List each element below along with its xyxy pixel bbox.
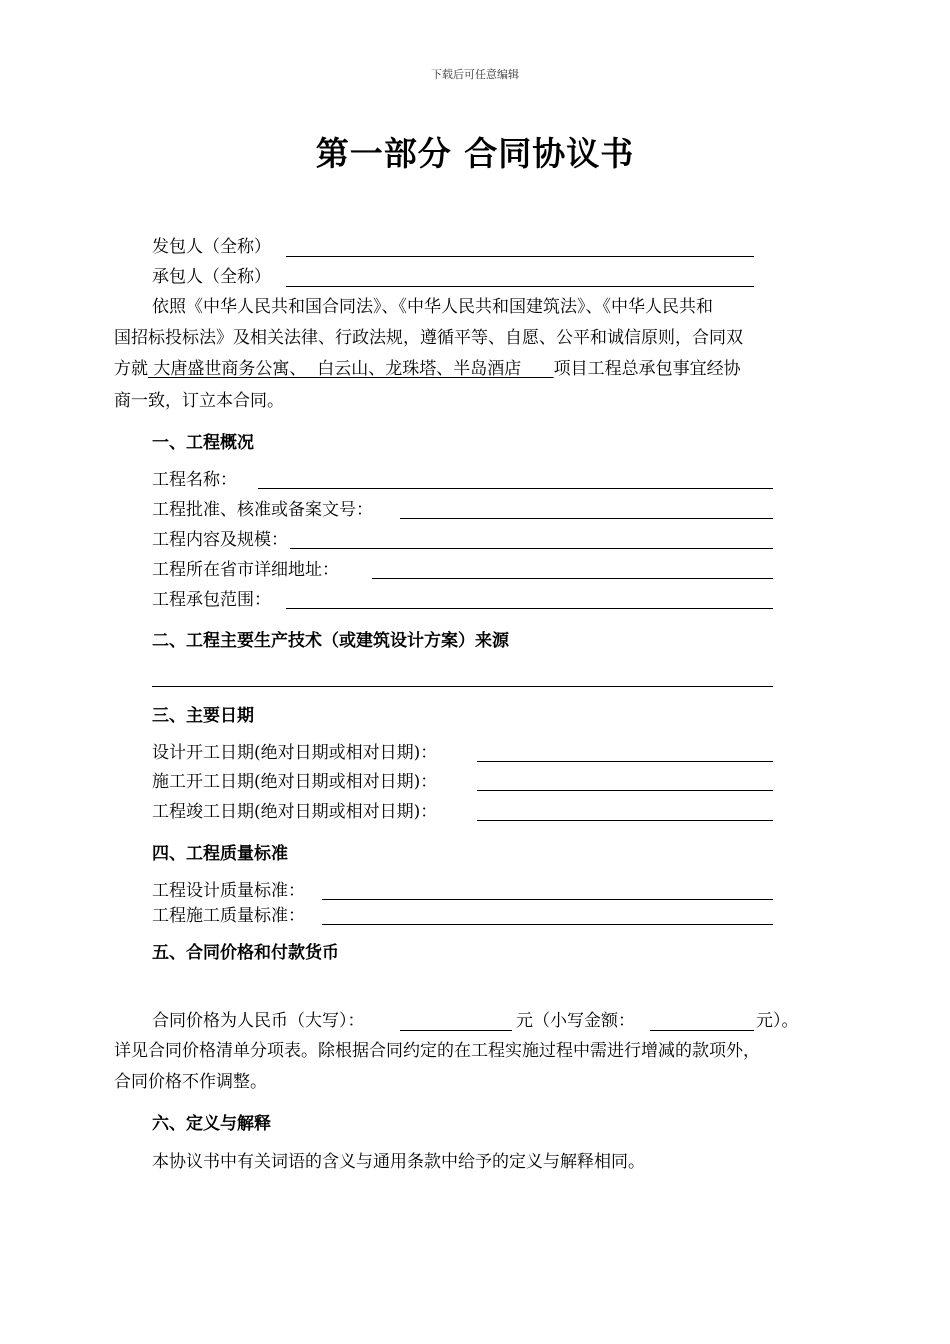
field-address[interactable] xyxy=(372,578,773,579)
field-approval-no[interactable] xyxy=(400,518,773,519)
section-6-heading: 六、定义与解释 xyxy=(152,1114,271,1134)
price-lowercase-field[interactable] xyxy=(650,1030,754,1031)
field-design-quality-label: 工程设计质量标准： xyxy=(152,881,305,901)
field-scope-label: 工程承包范围： xyxy=(152,590,271,610)
header-note: 下载后可任意编辑 xyxy=(431,68,519,81)
field-completion[interactable] xyxy=(477,820,773,821)
field-design-start-label: 设计开工日期(绝对日期或相对日期)： xyxy=(152,743,438,763)
section-1-heading: 一、工程概况 xyxy=(152,433,254,453)
intro-line-3-suffix: 项目工程总承包事宜经协 xyxy=(553,359,741,379)
section-4-heading: 四、工程质量标准 xyxy=(152,844,288,864)
price-yuan-close: 元）。 xyxy=(756,1011,799,1031)
field-technology-source[interactable] xyxy=(152,686,773,687)
field-address-label: 工程所在省市详细地址： xyxy=(152,560,339,580)
price-uppercase-field[interactable] xyxy=(400,1030,512,1031)
project-name: 大唐盛世商务公寓、 白云山、龙珠塔、半岛酒店 xyxy=(148,359,554,379)
field-design-start[interactable] xyxy=(477,761,773,762)
field-construction-quality-label: 工程施工质量标准： xyxy=(152,906,305,926)
employer-field[interactable] xyxy=(286,256,754,257)
field-project-name[interactable] xyxy=(258,488,773,489)
field-construction-quality[interactable] xyxy=(322,924,773,925)
intro-line-4: 商一致，订立本合同。 xyxy=(114,391,284,411)
section-3-heading: 三、主要日期 xyxy=(152,706,254,726)
intro-line-1: 依照《中华人民共和国合同法》、《中华人民共和国建筑法》、《中华人民共和 xyxy=(152,297,713,317)
contractor-field[interactable] xyxy=(286,286,754,287)
page-title: 第一部分 合同协议书 xyxy=(315,134,635,173)
field-content-scale-label: 工程内容及规模： xyxy=(152,530,288,550)
price-label: 合同价格为人民币（大写）： xyxy=(152,1011,365,1031)
intro-line-3 xyxy=(114,358,741,380)
definitions-text: 本协议书中有关词语的含义与通用条款中给予的定义与解释相同。 xyxy=(152,1152,645,1172)
intro-line-2: 国招标投标法》及相关法律、行政法规，遵循平等、自愿、公平和诚信原则，合同双 xyxy=(114,328,743,348)
field-approval-no-label: 工程批准、核准或备案文号： xyxy=(152,500,373,520)
employer-label: 发包人（全称） xyxy=(152,237,271,257)
price-line-2: 详见合同价格清单分项表。除根据合同约定的在工程实施过程中需进行增减的款项外， xyxy=(114,1041,760,1061)
field-project-name-label: 工程名称： xyxy=(152,470,237,490)
field-completion-label: 工程竣工日期(绝对日期或相对日期)： xyxy=(152,802,438,822)
price-line-3: 合同价格不作调整。 xyxy=(114,1072,267,1092)
field-scope[interactable] xyxy=(286,608,773,609)
field-construction-start-label: 施工开工日期(绝对日期或相对日期)： xyxy=(152,772,438,792)
field-design-quality[interactable] xyxy=(322,899,773,900)
contractor-label: 承包人（全称） xyxy=(152,267,271,287)
section-5-heading: 五、合同价格和付款货币 xyxy=(152,943,339,963)
field-construction-start[interactable] xyxy=(477,790,773,791)
field-content-scale[interactable] xyxy=(290,548,773,549)
section-2-heading: 二、工程主要生产技术（或建筑设计方案）来源 xyxy=(152,631,509,651)
price-yuan-open: 元（小写金额： xyxy=(516,1011,635,1031)
intro-line-3-prefix: 方就 xyxy=(114,359,148,379)
